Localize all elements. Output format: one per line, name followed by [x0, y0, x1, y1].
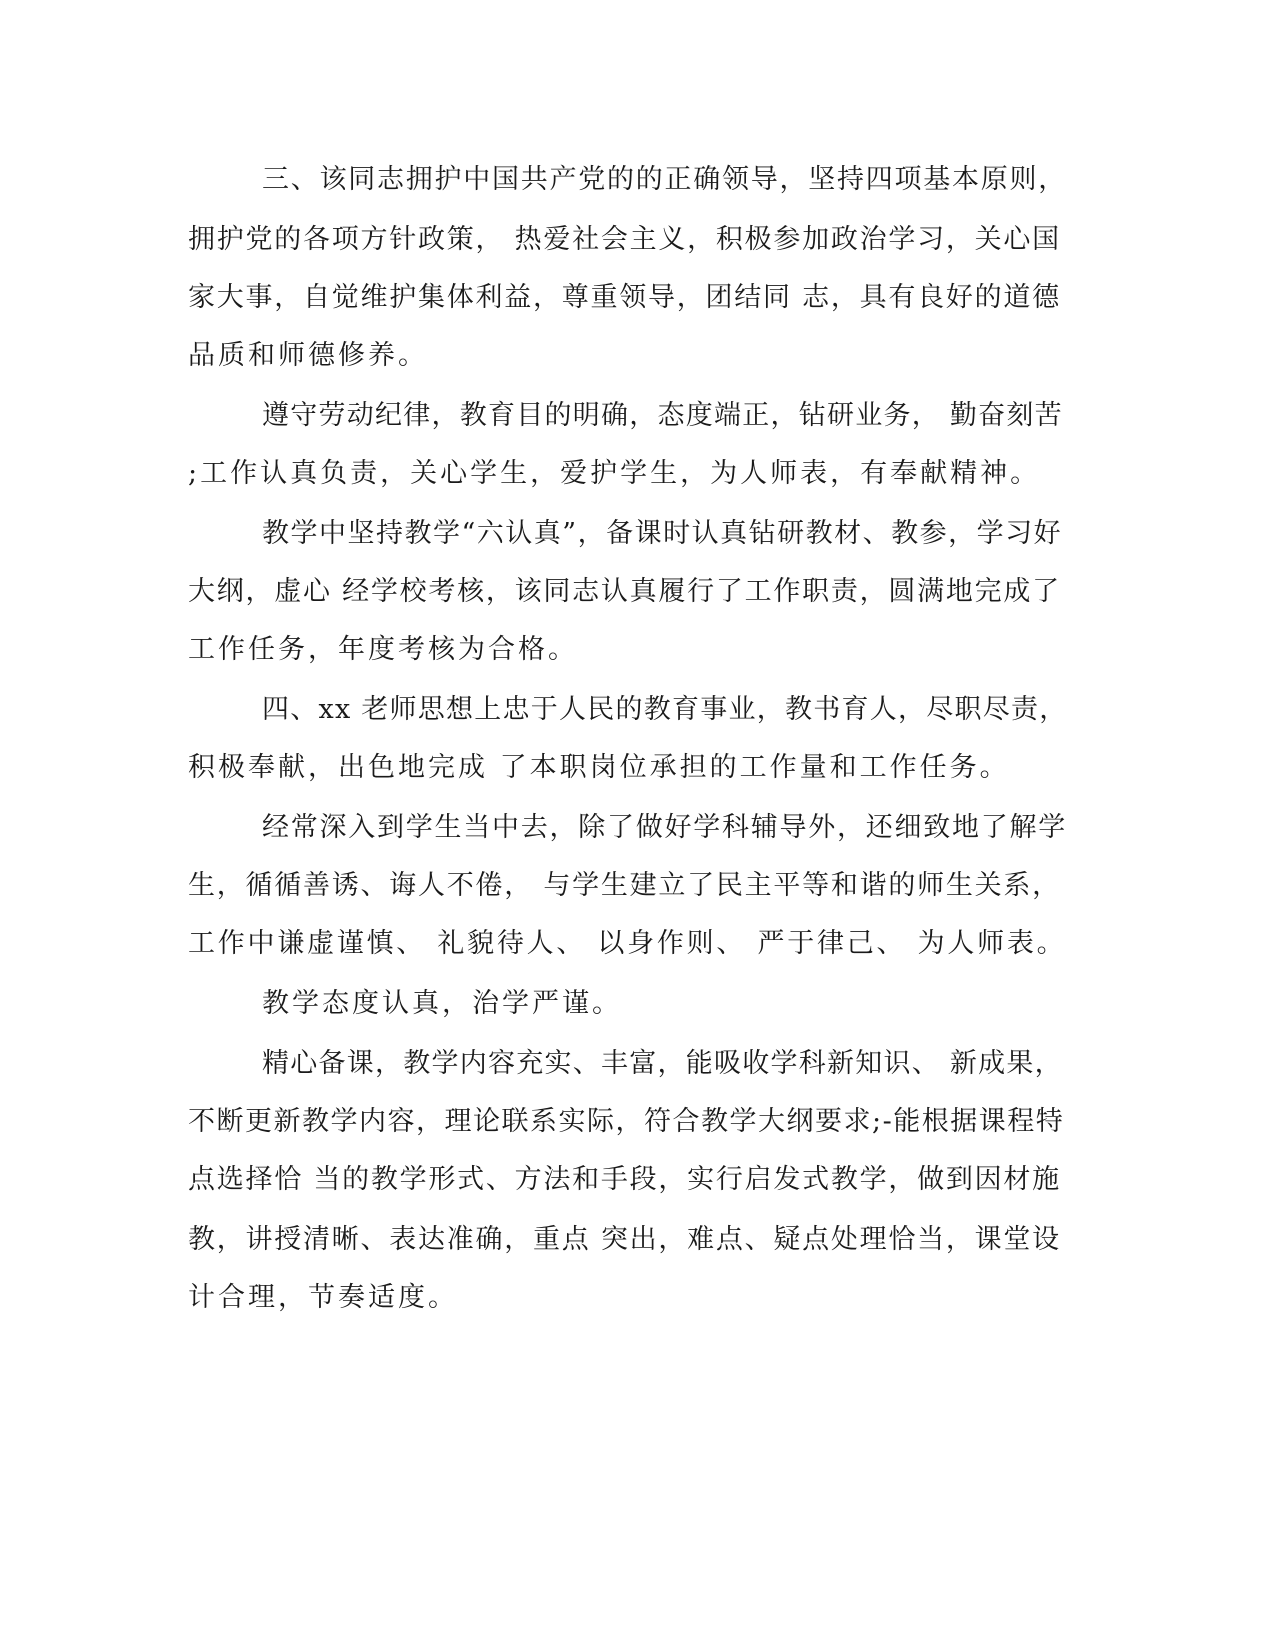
paragraph-line: 生，循循善诱、诲人不倦， 与学生建立了民主平等和谐的师生关系，	[188, 870, 1061, 901]
paragraph-line: 精心备课，教学内容充实、丰富，能吸收学科新知识、 新成果，	[262, 1048, 1063, 1079]
paragraph-line: 工作中谦虚谨慎、 礼貌待人、 以身作则、 严于律己、 为人师表。	[188, 928, 1067, 959]
paragraph-line: 工作任务，年度考核为合格。	[188, 634, 578, 665]
paragraph-line: 家大事，自觉维护集体利益，尊重领导，团结同 志，具有良好的道德	[188, 282, 1061, 313]
paragraph-line: 不断更新教学内容，理论联系实际，符合教学大纲要求;-能根据课程特	[188, 1106, 1065, 1137]
paragraph-line: 点选择恰 当的教学形式、方法和手段，实行启发式教学，做到因材施	[188, 1164, 1061, 1195]
paragraph-line: 经常深入到学生当中去，除了做好学科辅导外，还细致地了解学	[262, 812, 1067, 843]
paragraph-line: 计合理，节奏适度。	[188, 1282, 458, 1313]
paragraph-line: 教，讲授清晰、表达准确，重点 突出，难点、疑点处理恰当，课堂设	[188, 1224, 1061, 1255]
paragraph-line: 积极奉献，出色地完成 了本职岗位承担的工作量和工作任务。	[188, 752, 1010, 783]
paragraph-line: 教学态度认真，治学严谨。	[262, 988, 622, 1019]
paragraph-line: ;工作认真负责，关心学生，爱护学生，为人师表，有奉献精神。	[188, 458, 1041, 489]
paragraph-line: 三、该同志拥护中国共产党的的正确领导，坚持四项基本原则，	[262, 164, 1067, 195]
paragraph-line: 教学中坚持教学“六认真”，备课时认真钻研教材、教参，学习好	[262, 518, 1063, 549]
paragraph-line: 品质和师德修养。	[188, 340, 428, 371]
paragraph-line: 四、xx 老师思想上忠于人民的教育事业，教书育人，尽职尽责，	[262, 694, 1068, 725]
paragraph-line: 拥护党的各项方针政策， 热爱社会主义，积极参加政治学习，关心国	[188, 224, 1061, 255]
paragraph-line: 大纲，虚心 经学校考核，该同志认真履行了工作职责，圆满地完成了	[188, 576, 1061, 607]
paragraph-line: 遵守劳动纪律，教育目的明确，态度端正，钻研业务， 勤奋刻苦	[262, 400, 1063, 431]
